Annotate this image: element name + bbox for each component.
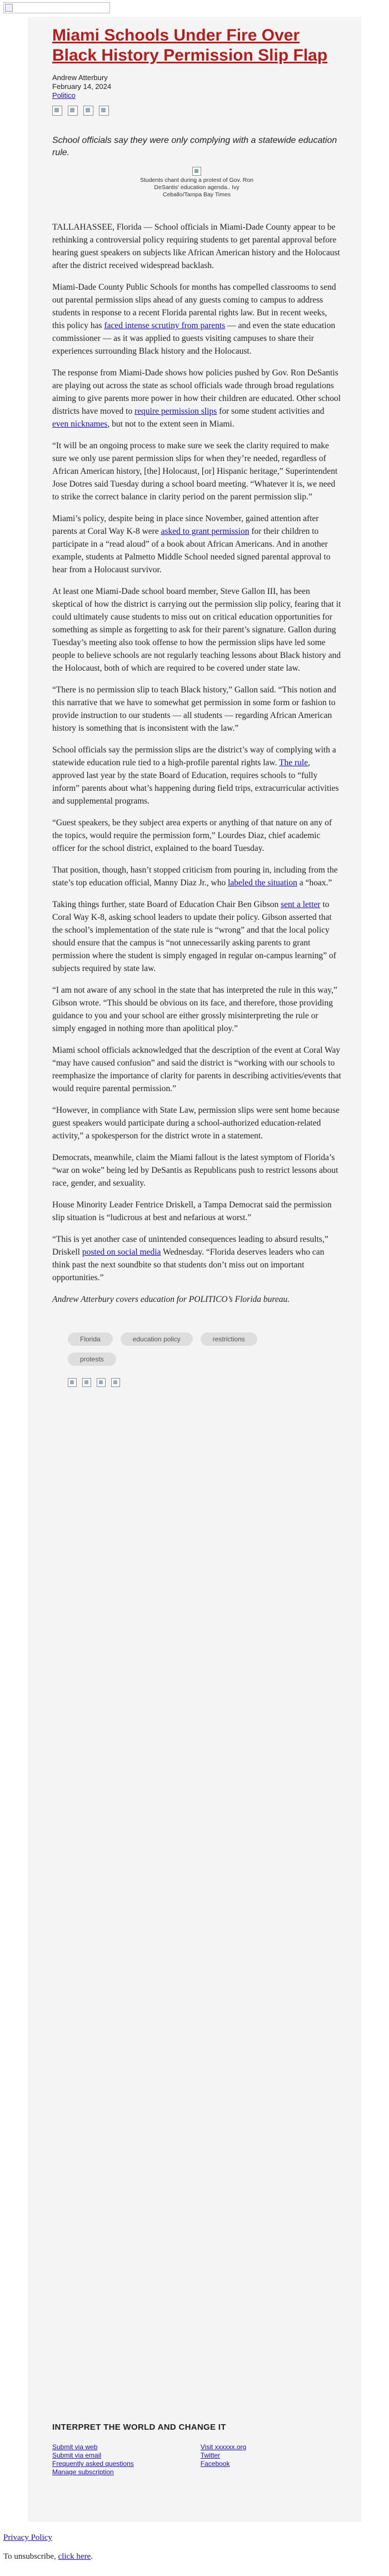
paragraph: “This is yet another case of unintended consequences leading to absurd results,” Driskell posted on social media Wednesday. “Florida deserves leaders who can think past the next soundbite so that students don’t miss out on important opportunities.” xyxy=(52,1235,328,1282)
dek: School officials say they were only complying with a statewide education rule. xyxy=(52,136,337,157)
inline-link[interactable]: faced intense scrutiny from parents xyxy=(104,321,226,330)
twitter-icon[interactable] xyxy=(68,106,78,116)
linkedin-icon[interactable] xyxy=(97,1378,106,1387)
paragraph: “However, in compliance with State Law, permission slips were sent home because guest speakers would participate during a school-authorized education-related activity,” a spokesperson for the district wrote in a statement. xyxy=(52,1106,340,1141)
share-icons-bottom xyxy=(68,1378,341,1387)
paragraph: “It will be an ongoing process to make sure we seek the clarity required to make sure we only use parent permission slips for when they’re needed, regardless of African American history, [the] Holocaust, [or] Hispanic heritage,” Superintendent Jose Dotres said Tuesday during a school board meeting. “Whatever it is, we need to strike the correct balance in clarity period on the parent permission slip.” xyxy=(52,441,338,502)
paragraph: TALLAHASSEE, Florida — School officials in Miami-Dade County appear to be rethinking a controversial policy requiring students to get parental approval before hearing guest speakers on subjects like African American history and the Holocaust after the district received widespread backlash. xyxy=(52,222,340,270)
footer-link[interactable]: Submit via web xyxy=(52,2443,98,2451)
paragraph: That position, though, hasn’t stopped criticism from pouring in, including from the state’s top education official, Manny Diaz Jr., who labeled the situation a “hoax.” xyxy=(52,865,338,888)
publication-link[interactable]: Politico xyxy=(52,91,76,100)
footer-col-2 xyxy=(201,2443,246,2476)
tag-list xyxy=(68,1332,301,1366)
footer-link[interactable]: Manage subscription xyxy=(52,2468,114,2476)
inline-link[interactable]: require permission slips xyxy=(134,407,217,416)
tag[interactable]: education policy xyxy=(121,1332,193,1346)
footer xyxy=(52,2423,341,2476)
inline-link[interactable]: asked to grant permission xyxy=(161,527,250,536)
figure-caption: Students chant during a protest of Gov. Ron DeSantis' education agenda.. Ivy Ceballo/Tampa Bay Times xyxy=(139,177,254,198)
footer-link[interactable]: Twitter xyxy=(200,2451,221,2459)
email-icon[interactable] xyxy=(99,106,109,116)
image-icon xyxy=(192,167,201,176)
facebook-icon[interactable] xyxy=(52,106,62,116)
inline-link[interactable]: sent a letter xyxy=(281,900,321,909)
tag[interactable]: protests xyxy=(68,1353,116,1366)
paragraph: “There is no permission slip to teach Black history,” Gallon said. “This notion and this narrative that we have to somewhat get permission in some form or fashion to provide instruction to our students — all students — regarding African American history is something that is inconsistent with the law.” xyxy=(52,685,336,733)
paragraph: “Guest speakers, be they subject area experts or anything of that nature on any of the topics, would require the permission form,” Lourdes Diaz, chief academic officer for the school district, explained to the board Tuesday. xyxy=(52,818,332,853)
footer-link[interactable]: Facebook xyxy=(200,2460,230,2468)
article-body xyxy=(52,26,341,1387)
inline-link[interactable]: labeled the situation xyxy=(228,878,297,888)
footer-col-1 xyxy=(52,2443,134,2476)
email-card xyxy=(28,17,361,2522)
twitter-icon[interactable] xyxy=(82,1378,91,1387)
paragraph: Miami school officials acknowledged that the description of the event at Coral Way “may have caused confusion” and said the district is “working with our schools to reemphasize the importance of clarity for parents in describing activities/events that would require parental permission.” xyxy=(52,1046,341,1093)
inline-link[interactable]: The rule xyxy=(279,758,308,767)
tag[interactable]: Florida xyxy=(68,1332,113,1346)
paragraph: Taking things further, state Board of Education Chair Ben Gibson sent a letter to Coral Way K-8, asking school leaders to update their policy. Gibson asserted that the school’s implementation of the state rule is “wrong” and that the local policy should ensure that the campus is “not unnecessarily asking parents to grant permission where the student is simply engaged in regular on-campus learning” of subjects required by state law. xyxy=(52,900,336,973)
paragraph: School officials say the permission slips are the district’s way of complying with a statewide education rule tied to a high-profile parental rights law. The rule, approved last year by the state Board of Education, requires schools to “fully inform” parents about what’s happening during field trips, extracurricular activities and supplemental programs. xyxy=(52,745,339,806)
author-signoff: Andrew Atterbury covers education for POLITICO’s Florida bureau. xyxy=(52,1295,290,1304)
inline-link[interactable]: even nicknames xyxy=(52,419,108,429)
footer-link[interactable]: Frequently asked questions xyxy=(52,2460,134,2468)
paragraph: Democrats, meanwhile, claim the Miami fallout is the latest symptom of Florida’s “war on woke” being led by DeSantis as Republicans push to restrict lessons about race, gender, and sexuality. xyxy=(52,1153,338,1188)
paragraph: Miami-Dade County Public Schools for months has compelled classrooms to send out parental permission slips ahead of any guests coming to campus to address students in response to a recent Florida parental rights law. But in recent weeks, this policy has faced intense scrutiny from parents — and even the state education commissioner — as it was applied to guests visiting campuses to share their experiences surrounding Black history and the Holocaust. xyxy=(52,283,336,356)
bottom-links: Privacy Policy To unsubscribe, click here. xyxy=(3,2533,93,2561)
paragraph: Miami’s policy, despite being in place since November, gained attention after parents at Coral Way K-8 were asked to grant permission for their children to participate in a “read aloud” of a book about African Americans. And in another example, students at Palmetto Middle School needed signed parental approval to hear from a Holocaust survivor. xyxy=(52,514,331,574)
paragraph: “I am not aware of any school in the state that has interpreted the rule in this way,” Gibson wrote. “This should be obvious on its face, and therefore, those providing guidance to you and your school are either grossly misinterpreting the rule or simply engaged in nothing more than apolitical ploy.” xyxy=(52,985,337,1033)
facebook-icon[interactable] xyxy=(68,1378,77,1387)
headline-link[interactable]: Miami Schools Under Fire Over Black History Permission Slip Flap xyxy=(52,26,328,65)
paragraph: The response from Miami-Dade shows how policies pushed by Gov. Ron DeSantis are playing out across the state as school officials wade through broad regulations aiming to give parents more power in how their children are educated. Other school districts have moved to require permission slips for some student activities and even nicknames, but not to the extent seen in Miami. xyxy=(52,368,341,429)
broken-image-icon xyxy=(5,4,13,12)
paragraph: At least one Miami-Dade school board member, Steve Gallon III, has been skeptical of how the district is carrying out the permission slip policy, fearing that it could ultimately cause students to miss out on critical education opportunities for something as simple as forgetting to ask for their parent’s signature. Gallon during Tuesday’s meeting also took offense to how the permission slips have led some people to believe schools are not regularly teaching lessons about Black history and the Holocaust, both of which are required to be covered under state law. xyxy=(52,587,341,673)
footer-link[interactable]: Submit via email xyxy=(52,2451,102,2459)
lead-figure xyxy=(52,167,341,199)
linkedin-icon[interactable] xyxy=(83,106,93,116)
privacy-policy-link[interactable]: Privacy Policy xyxy=(3,2533,52,2542)
byline xyxy=(52,73,341,100)
email-icon[interactable] xyxy=(111,1378,120,1387)
author: Andrew Atterbury xyxy=(52,73,108,82)
header-image-placeholder xyxy=(3,2,110,13)
inline-link[interactable]: posted on social media xyxy=(82,1247,161,1257)
share-icons xyxy=(52,106,341,116)
unsubscribe-link[interactable]: click here xyxy=(58,2552,91,2561)
footer-heading: INTERPRET THE WORLD AND CHANGE IT xyxy=(52,2423,226,2432)
paragraph: House Minority Leader Fentrice Driskell, a Tampa Democrat said the permission slip situation is “ludicrous at best and nefarious at worst.” xyxy=(52,1200,332,1222)
footer-link[interactable]: Visit xxxxxx.org xyxy=(200,2443,247,2451)
tag[interactable]: restrictions xyxy=(201,1332,257,1346)
date: February 14, 2024 xyxy=(52,82,112,91)
